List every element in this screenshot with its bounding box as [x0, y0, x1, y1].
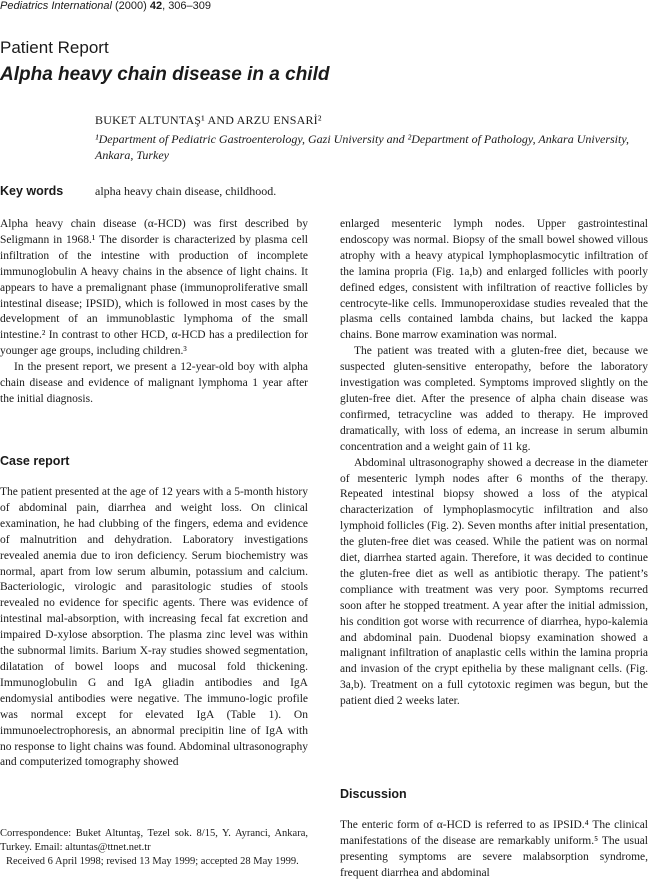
keywords-text: alpha heavy chain disease, childhood. [95, 184, 277, 198]
journal-volume: 42 [149, 0, 163, 12]
keywords-label: Key words [0, 184, 64, 198]
case-paragraph-3: Abdominal ultrasonography showed a decrease in the diameter of mesenteric lymph nodes after 6 months of the therapy. Repeated intestinal biopsy showed a loss of the atypical characterization of lymphoplasmocytic infiltration and also lymphoid follicles (Fig. 2). Seven months after initial presentation, the gluten-free diet was ceased. While the patient was on normal diet, diarrhea started again. Therefore, it was decided to continue the gluten-free diet as well as antibiotic therapy. The patient’s compliance with treatment was very poor. Symptoms recurred soon after he stopped treatment. A year after the initial admission, his condition got worse with recurrence of diarrhea, hypo-kalemia and abdominal pain. Duodenal biopsy examination showed a malignant infiltration of anaplastic cells within the lamina propria and invasion of the crypt epithelia by these malignant cells. (Fig. 3a,b). Treatment on a full cytotoxic regimen was begun, but the patient died 2 weeks later. [340, 456, 648, 708]
right-column-discussion [340, 818, 648, 882]
journal-pages: , 306–309 [162, 0, 212, 12]
article-title: Alpha heavy chain disease in a child [0, 64, 330, 85]
journal-year: (2000) [114, 0, 147, 12]
author-list: BUKET ALTUNTAŞ¹ AND ARZU ENSARİ² [95, 113, 322, 127]
correspondence-note: Correspondence: Buket Altuntaş, Tezel sok. 8/15, Y. Ayranci, Ankara, Turkey. Email: altuntas@ttnet.net.tr [0, 828, 308, 853]
author-affiliations: ¹Department of Pediatric Gastroenterology, Gazi University and ²Department of Pathology, Ankara University, Ankara, Turkey [95, 132, 630, 162]
journal-citation [0, 0, 211, 12]
journal-name: Pediatrics International [0, 0, 112, 12]
received-dates: Received 6 April 1998; revised 13 May 1999; accepted 28 May 1999. [6, 856, 299, 867]
case-paragraph-1: The patient presented at the age of 12 years with a 5-month history of abdominal pain, diarrhea and weight loss. On clinical examination, he had clubbing of the fingers, edema and evidence of malnutrition and dehydration. Laboratory investigations revealed anemia due to iron deficiency. Serum biochemistry was normal, apart from low serum albumin, potassium and calcium. Bacteriologic, virologic and parasitologic studies of stools revealed no evidence for specific agents. There was evidence of intestinal mal-absorption, with increasing fecal fat excretion and impaired D-xylose absorption. The plasma zinc level was within the subnormal limits. Barium X-ray studies showed segmentation, dilatation of bowel loops and mucosal fold thickening. Immunoglobulin G and IgA gliadin antibodies and IgA endomysial antibodies were negative. The immuno-logic profile was normal except for elevated IgA (Table 1). On immunoelectrophoresis, an abnormal precipitin line of IgA with no response to light chains was found. Abdominal ultrasonography and computerized tomography showed [0, 486, 308, 769]
article-section: Patient Report [0, 38, 109, 57]
case-paragraph-1-continued: enlarged mesenteric lymph nodes. Upper gastrointestinal endoscopy was normal. Biopsy of the small bowel showed villous atrophy with a heavy atypical lymphoplasmocytic infiltration of the lamina propria (Fig. 1a,b) and enlarged follicles with poorly defined edges, consistent with infiltration of reactive follicles by centrocyte-like cells. Immunoperoxidase studies revealed that the plasma cells contained lambda chains, but lacked the kappa chains. Bone marrow examination was normal. [340, 218, 648, 342]
right-column-case [340, 217, 648, 710]
left-column-case [0, 485, 308, 771]
case-report-heading: Case report [0, 454, 70, 468]
intro-paragraph-2: In the present report, we present a 12-year-old boy with alpha chain disease and evidence of malignant lymphoma 1 year after the initial diagnosis. [0, 361, 308, 405]
discussion-heading: Discussion [340, 787, 407, 801]
discussion-paragraph-1: The enteric form of α-HCD is referred to as IPSID.⁴ The clinical manifestations of the disease are remarkably uniform.⁵ The usual presenting symptoms are severe malabsorption syndrome, frequent diarrhea and abdominal [340, 819, 648, 879]
left-column-intro [0, 217, 308, 408]
intro-paragraph-1: Alpha heavy chain disease (α-HCD) was first described by Seligmann in 1968.¹ The disorder is characterized by plasma cell infiltration of the intestine with production of incomplete immunoglobulin A heavy chains in the absence of light chains. It appears to have a premalignant phase (immunoproliferative small intestinal disease; IPSID), which is followed in most cases by the development of an immunoblastic lymphoma of the small intestine.² In contrast to other HCD, α-HCD has a predilection for younger age groups, including children.³ [0, 218, 308, 358]
case-paragraph-2: The patient was treated with a gluten-free diet, because we suspected gluten-sensitive enteropathy, before the laboratory investigation was completed. Symptoms improved slightly on the gluten-free diet. After the presence of alpha chain disease was confirmed, tetracycline was added to therapy. He improved dramatically, with loss of edema, an increase in serum albumin concentration and a weight gain of 11 kg. [340, 345, 648, 453]
footnote-block [0, 827, 308, 869]
